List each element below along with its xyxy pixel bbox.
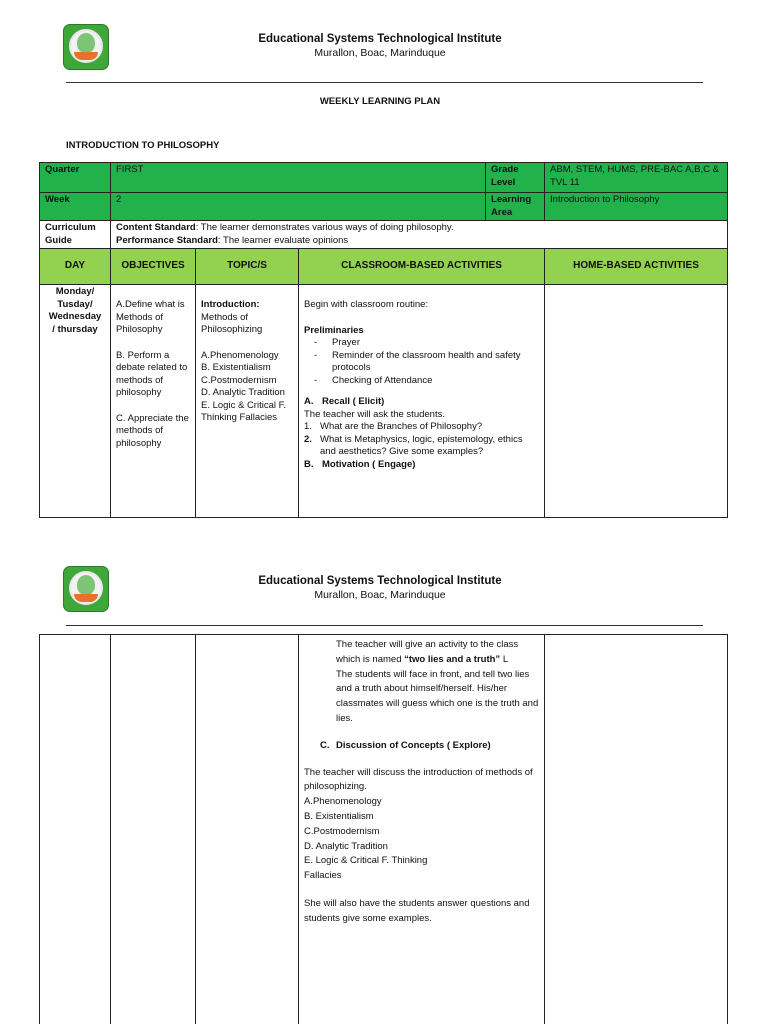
preliminaries-list [314, 337, 539, 387]
curriculum-guide-row [40, 221, 728, 249]
topics-cell [196, 285, 299, 518]
subject-title: INTRODUCTION TO PHILOSOPHY [66, 140, 220, 151]
routine-intro: Begin with classroom routine: [304, 299, 429, 310]
list-item: - Prayer [314, 337, 539, 350]
table-row [40, 285, 728, 518]
institute-name: Educational Systems Technological Institute [258, 33, 502, 45]
discussion-list: A.Phenomenology B. Existentialism C.Postmodernism D. Analytic Tradition E. Logic & Critical F. Thinking Fallacies [304, 796, 428, 882]
recall-text: The teacher will ask the students. [304, 408, 445, 420]
objective-c: C. Appreciate the methods of philosophy [116, 412, 189, 449]
day-cell [40, 635, 111, 1024]
grade-level-label: Grade Level [486, 163, 545, 193]
quarter-label: Quarter [40, 163, 111, 193]
home-activities-cell [545, 285, 728, 518]
classroom-activities-cell [299, 285, 545, 518]
header-divider [66, 625, 703, 626]
topic-subheading: Methods of Philosophizing [201, 311, 263, 335]
grade-level-value: ABM, STEM, HUMS, PRE-BAC A,B,C & TVL 11 [545, 163, 728, 193]
learning-area-value: Introduction to Philosophy [545, 193, 728, 221]
learning-plan-table-continued [39, 634, 728, 1024]
learning-area-label: Learning Area [486, 193, 545, 221]
preliminaries-heading: Preliminaries [304, 324, 364, 336]
topic-heading: Introduction: [201, 299, 260, 310]
closing-text: She will also have the students answer questions and students give some examples. [304, 897, 530, 924]
column-header-row [40, 249, 728, 285]
learning-plan-table [39, 162, 728, 518]
list-item: 2. What is Metaphysics, logic, epistemology, ethics and aesthetics? Give some examples? [304, 433, 523, 457]
objectives-cell [111, 635, 196, 1024]
week-value: 2 [111, 193, 486, 221]
day-cell: Monday/ Tusday/ Wednesday / thursday [40, 285, 111, 518]
classroom-activities-cell [299, 635, 545, 1024]
table-row [40, 635, 728, 1024]
school-seal-icon [63, 24, 109, 70]
school-seal-icon [63, 566, 109, 612]
curriculum-guide-label: Curriculum Guide [40, 221, 111, 249]
plan-title: WEEKLY LEARNING PLAN [319, 96, 441, 107]
list-item: - Reminder of the classroom health and safety protocols [314, 350, 539, 375]
institute-address: Murallon, Boac, Marinduque [314, 47, 446, 59]
performance-standard: Performance Standard: The learner evaluate opinions [116, 234, 349, 246]
col-topics: TOPIC/S [196, 249, 299, 285]
activity-description: The teacher will give an activity to the class which is named “two lies and a truth” L The students will face in front, and tell two lies and a truth about himself/herself. His/her classmates will guess which one is the truth and lies. [336, 639, 539, 724]
list-item: - Checking of Attendance [314, 375, 539, 388]
home-activities-cell [545, 635, 728, 1024]
content-standard: Content Standard: The learner demonstrates various ways of doing philosophy. [116, 222, 454, 233]
discussion-heading: C. Discussion of Concepts ( Explore) [320, 739, 491, 751]
header-divider [66, 82, 703, 83]
week-label: Week [40, 193, 111, 221]
col-objectives: OBJECTIVES [111, 249, 196, 285]
col-classroom-activities: CLASSROOM-BASED ACTIVITIES [299, 249, 545, 285]
objectives-cell [111, 285, 196, 518]
quarter-row [40, 163, 728, 193]
list-item: 1. What are the Branches of Philosophy? [304, 421, 483, 432]
topics-cell [196, 635, 299, 1024]
question-list [304, 421, 539, 459]
discussion-text: The teacher will discuss the introduction of methods of philosophizing. [304, 766, 533, 793]
col-day: DAY [40, 249, 111, 285]
recall-heading: A. Recall ( Elicit) [304, 396, 385, 407]
quarter-value: FIRST [111, 163, 486, 193]
institute-name-page2: Educational Systems Technological Institute [258, 575, 502, 587]
topic-list: A.Phenomenology B. Existentialism C.Postmodernism D. Analytic Tradition E. Logic & Critical F. Thinking Fallacies [201, 349, 286, 423]
objective-b: B. Perform a debate related to methods of philosophy [116, 349, 188, 398]
week-row [40, 193, 728, 221]
col-home-activities: HOME-BASED ACTIVITIES [545, 249, 728, 285]
motivation-heading: B. Motivation ( Engage) [304, 458, 416, 470]
objective-a: A.Define what is Methods of Philosophy [116, 299, 185, 335]
institute-address-page2: Murallon, Boac, Marinduque [314, 589, 446, 601]
standards-cell [111, 221, 728, 249]
